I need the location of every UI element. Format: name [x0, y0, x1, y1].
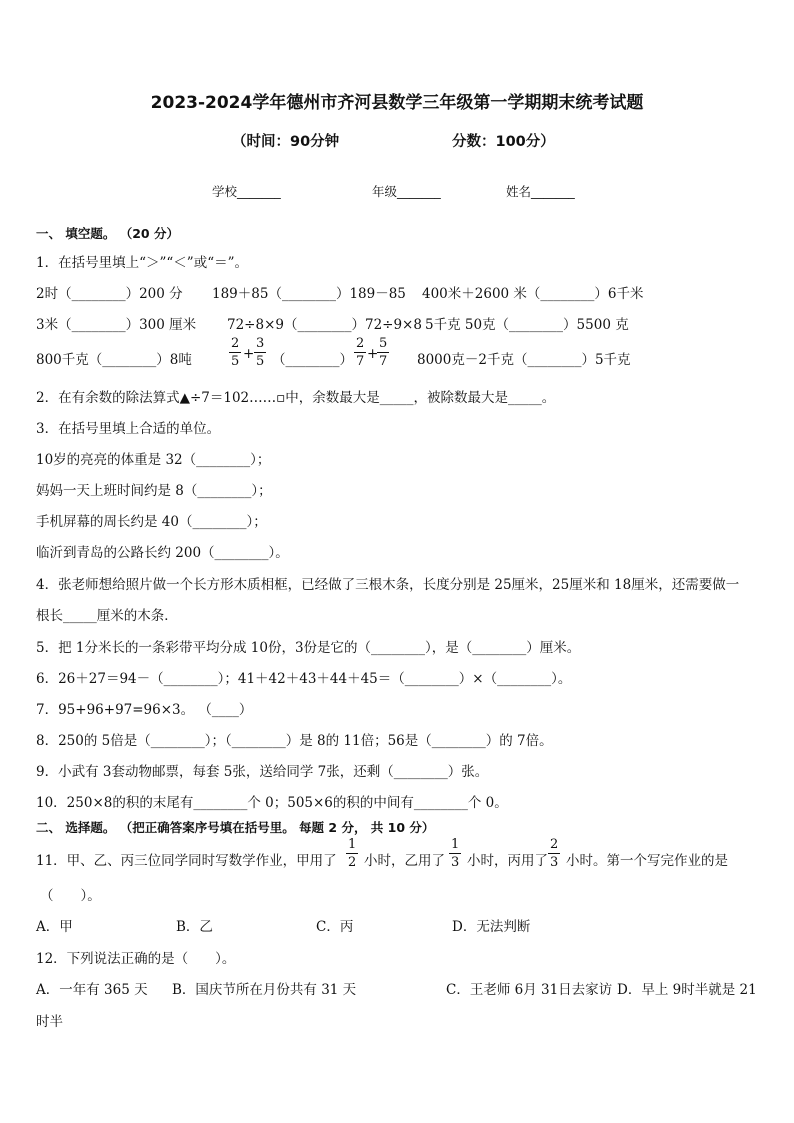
- q11-option-c: C．丙: [316, 919, 354, 935]
- q3-stem: 3．在括号里填上合适的单位。: [36, 421, 221, 437]
- fraction: $\frac{1}{2}$: [348, 837, 357, 870]
- q7: 7．95+96+97=96×3。 （____）: [36, 702, 253, 718]
- q1-r1-c: 400米＋2600 米（________）6千米: [422, 286, 644, 302]
- q1-r2-a: 3米（________）300 厘米: [36, 317, 197, 333]
- fraction: $\frac{3}{5}$: [256, 336, 265, 369]
- q1-r3-c: 8000克－2千克（________）5千克: [417, 352, 631, 368]
- q1-stem: 1．在括号里填上“＞”“＜”或“＝”。: [36, 255, 248, 271]
- q4-line-2: 根长_____厘米的木条．: [36, 608, 178, 624]
- fraction: $\frac{2}{5}$: [231, 336, 240, 369]
- q3-item: 临沂到青岛的公路长约 200（________）。: [36, 545, 289, 561]
- fraction: $\frac{1}{3}$: [451, 837, 460, 870]
- q6: 6．26＋27＝94－（________）；41＋42＋43＋44＋45＝（________）×（________）。: [36, 671, 572, 687]
- q3-item: 妈妈一天上班时间约是 8（________）；: [36, 483, 272, 499]
- q3-item: 10岁的亮亮的体重是 32（________）；: [36, 452, 271, 468]
- q5: 5．把 1分米长的一条彩带平均分成 10份，3份是它的（________），是（________）厘米。: [36, 640, 581, 656]
- q10: 10．250×8的积的末尾有________个 0；505×6的积的中间有________个 0。: [36, 795, 508, 811]
- q11-part-4: 小时。第一个写完作业的是: [566, 853, 728, 869]
- fraction: $\frac{5}{7}$: [379, 336, 388, 369]
- q12-option-a: A．一年有 365 天: [36, 982, 148, 998]
- section-1-heading: 一、 填空题。 （20 分）: [36, 226, 179, 241]
- fraction: $\frac{2}{3}$: [550, 837, 559, 870]
- q1-r2-c: 5千克 50克（________）5500 克: [425, 317, 629, 333]
- q12-option-b: B．国庆节所在月份共有 31 天: [172, 982, 357, 998]
- plus-sign: +: [367, 346, 379, 362]
- exam-time: （时间：90分钟: [232, 134, 340, 150]
- q11-part-1: 11．甲、乙、丙三位同学同时写数学作业，甲用了: [36, 853, 337, 869]
- q1-r1-b: 189＋85（________）189－85: [212, 286, 406, 302]
- section-2-heading: 二、 选择题。 （把正确答案序号填在括号里。 每题 2 分， 共 10 分）: [36, 820, 435, 835]
- q11-answer-blank: （ ）。: [40, 888, 101, 904]
- q11-option-a: A．甲: [36, 919, 73, 935]
- plus-sign: +: [243, 346, 255, 362]
- q8: 8．250的 5倍是（________）；（________）是 8的 11倍；56是（________）的 7倍。: [36, 733, 553, 749]
- q11-part-2: 小时，乙用了: [364, 853, 445, 869]
- q11-option-d: D．无法判断: [452, 919, 531, 935]
- q1-r1-a: 2时（________）200 分: [36, 286, 183, 302]
- page-title: 2023-2024学年德州市齐河县数学三年级第一学期期末统考试题: [150, 93, 644, 113]
- q12-stem: 12．下列说法正确的是（ ）。: [36, 951, 236, 967]
- q1-r3-a: 800千克（________）8吨: [36, 352, 192, 368]
- q11-part-3: 小时，丙用了: [467, 853, 548, 869]
- q3-item: 手机屏幕的周长约是 40（________）；: [36, 514, 267, 530]
- q4-line-1: 4．张老师想给照片做一个长方形木质相框，已经做了三根木条，长度分别是 25厘米，25厘米和 18厘米，还需要做一: [36, 577, 740, 593]
- fraction: $\frac{2}{7}$: [356, 336, 365, 369]
- grade-field: 年级_______: [372, 184, 441, 199]
- q12-option-d: D．早上 9时半就是 21: [617, 982, 757, 998]
- exam-score: 分数：100分）: [452, 134, 555, 150]
- q2: 2．在有余数的除法算式▲÷7＝102……▫中，余数最大是_____，被除数最大是_____。: [36, 390, 556, 406]
- q12-option-c: C．王老师 6月 31日去家访: [446, 982, 613, 998]
- q1-r3-blank: （________）: [272, 352, 353, 368]
- q11-option-b: B．乙: [176, 919, 213, 935]
- q9: 9．小武有 3套动物邮票，每套 5张，送给同学 7张，还剩（________）张。: [36, 764, 489, 780]
- q12-option-d-cont: 时半: [36, 1014, 63, 1030]
- q1-r2-b: 72÷8×9（________）72÷9×8: [227, 317, 422, 333]
- school-field: 学校_______: [212, 184, 281, 199]
- name-field: 姓名_______: [506, 184, 575, 199]
